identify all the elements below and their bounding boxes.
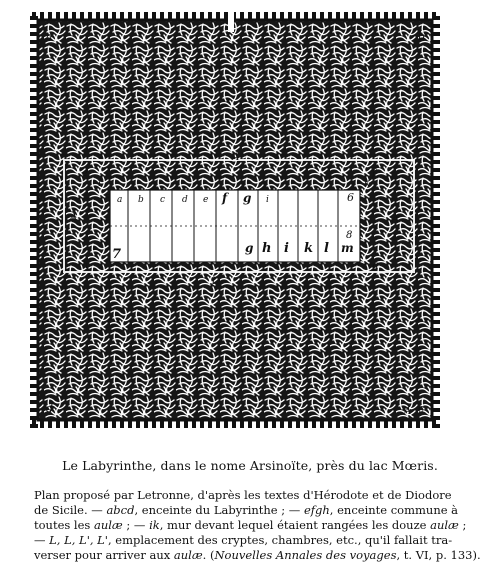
caption-text: , emplacement des cryptes, chambres, etc., qu'il fallait tra-: [107, 533, 453, 547]
maze-label-top: A: [232, 152, 240, 163]
caption-crypts: L, L, L', L': [49, 533, 108, 547]
corner-label-c: c: [418, 402, 425, 415]
caption-text: de Sicile. —: [34, 503, 107, 517]
caption-text: Plan proposé par Letronne, d'après les textes d'Hérodote et de Diodore: [34, 488, 452, 502]
caption-abcd: abcd: [106, 503, 135, 517]
aula-label-h-lower: h: [262, 241, 272, 256]
maze-label-bottom: A: [404, 406, 412, 417]
aula-label-b: b: [138, 195, 144, 205]
caption-efgh: efgh: [303, 503, 330, 517]
corner-label-b: b: [418, 30, 426, 43]
caption-line-1: [34, 488, 486, 503]
caption-text: ; —: [122, 518, 150, 532]
wall-label-e: e: [82, 168, 88, 179]
wall-label-i: i: [98, 178, 102, 189]
aula-label-k-lower: k: [304, 241, 314, 256]
caption-aulae: aulæ: [173, 548, 203, 562]
wall-label-f: f: [372, 168, 376, 179]
aula-number-7: 7: [112, 247, 122, 262]
aula-number-6: 6: [347, 191, 354, 204]
aula-label-l-lower: l: [324, 241, 329, 256]
caption-text: verser pour arriver aux: [34, 548, 174, 562]
caption-text: , enceinte du Labyrinthe ; —: [134, 503, 304, 517]
caption-text: —: [34, 533, 50, 547]
caption-text: . (: [202, 548, 215, 562]
aula-label-e: e: [203, 195, 209, 205]
caption-text: ;: [458, 518, 467, 532]
aula-label-i: i: [266, 195, 269, 205]
caption-source: Nouvelles Annales des voyages: [214, 548, 397, 562]
aula-label-m-lower: m: [341, 241, 354, 255]
caption-line-2: [34, 503, 486, 518]
aula-label-d: d: [182, 195, 188, 205]
figure-description: [34, 488, 486, 563]
figure-title: Le Labyrinthe, dans le nome Arsinoïte, près du lac Mœris.: [62, 458, 438, 473]
caption-line-5: [34, 548, 486, 563]
aula-label-g-lower: g: [245, 241, 254, 255]
caption-text: toutes les: [34, 518, 94, 532]
caption-aulae: aulæ: [430, 518, 459, 532]
wall-label-l: l: [212, 276, 216, 287]
aula-label-g: g: [243, 191, 252, 205]
caption-ik: ik: [149, 518, 160, 532]
wall-label-k: k: [364, 178, 371, 189]
aula-label-f: f: [222, 191, 228, 205]
aula-label-c: c: [160, 195, 166, 205]
corner-label-d: d: [46, 402, 54, 415]
caption-line-4: [34, 533, 486, 548]
caption-line-3: [34, 518, 486, 533]
wall-label-h: h: [82, 260, 89, 271]
corner-label-a: a: [46, 30, 53, 43]
wall-label-g: g: [372, 260, 379, 271]
aula-number-8: 8: [346, 230, 353, 241]
caption-text: , mur devant lequel étaient rangées les douze: [159, 518, 431, 532]
aula-number-5: 5: [104, 192, 111, 205]
caption-text: , t. VI, p. 133).: [396, 548, 481, 562]
aula-label-a: a: [117, 195, 123, 205]
aula-label-i-lower: i: [284, 241, 289, 256]
caption-text: , enceinte commune à: [329, 503, 459, 517]
entrance-gap: [228, 8, 234, 32]
maze-label-right: A: [392, 214, 400, 225]
caption-aulae: aulæ: [93, 518, 123, 532]
maze-label-left: A: [70, 212, 78, 223]
